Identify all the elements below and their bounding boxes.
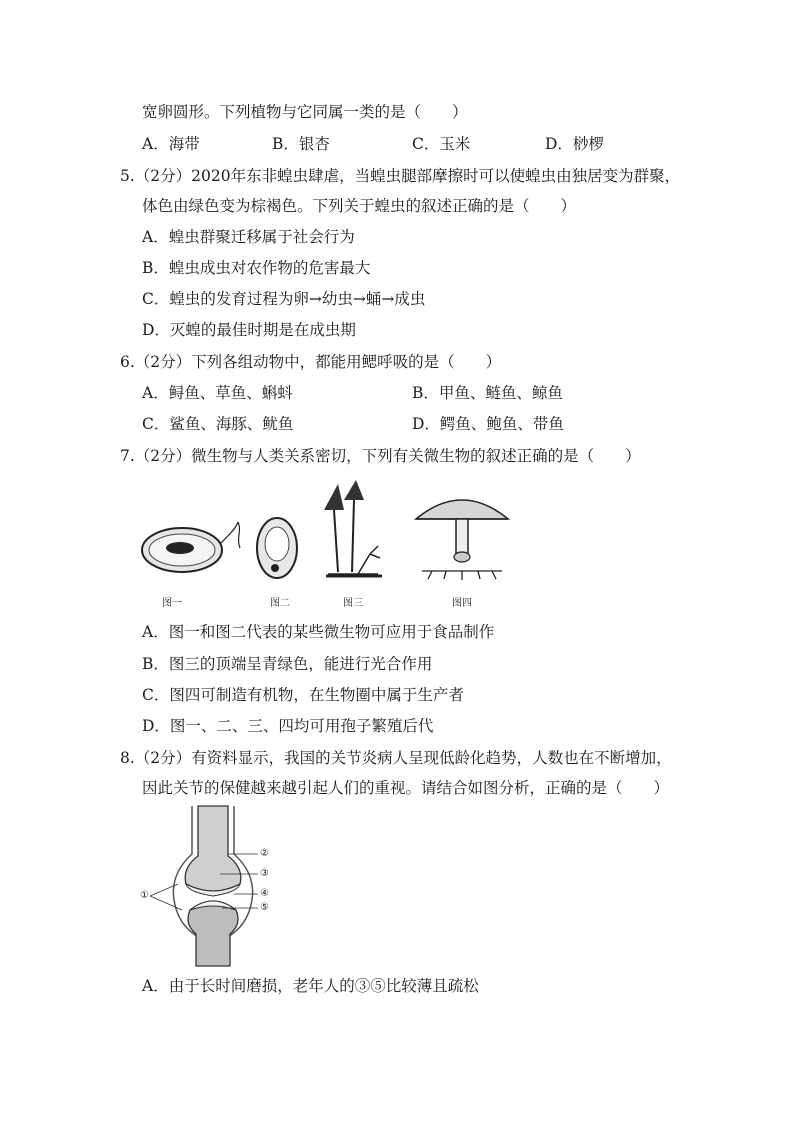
q4-option-b: B．银杏 [272, 135, 330, 153]
q7-option-b: B．图三的顶端呈青绿色，能进行光合作用 [142, 655, 433, 673]
q6-option-b: B．甲鱼、鲢鱼、鲸鱼 [412, 384, 563, 402]
q4-option-c: C．玉米 [412, 135, 471, 153]
figure-label-4: 图四 [452, 598, 472, 609]
joint-diagram [160, 806, 280, 966]
q8-stem-line2: 因此关节的保健越来越引起人们的重视。请结合如图分析，正确的是（ ） [142, 779, 670, 797]
q8-stem-line1: 8.（2分）有资料显示，我国的关节炎病人呈现低龄化趋势，人数也在不断增加， [120, 749, 672, 767]
q7-stem: 7.（2分）微生物与人类关系密切，下列有关微生物的叙述正确的是（ ） [120, 447, 641, 465]
q6-stem: 6.（2分）下列各组动物中，都能用鳃呼吸的是（ ） [120, 353, 502, 371]
penicillium-figure [318, 480, 388, 580]
q7-option-c: C．图四可制造有机物，在生物圈中属于生产者 [142, 686, 464, 704]
q7-option-d: D．图一、二、三、四均可用孢子繁殖后代 [142, 717, 434, 735]
joint-label-2: ② [260, 848, 269, 859]
joint-label-1: ① [140, 890, 149, 901]
q5-option-c: C．蝗虫的发育过程为卵→幼虫→蛹→成虫 [142, 290, 426, 308]
mushroom-figure [412, 487, 512, 582]
q6-option-c: C．鲨鱼、海豚、鱿鱼 [142, 415, 294, 433]
joint-label-4: ④ [260, 888, 269, 899]
joint-label-5: ⑤ [260, 902, 269, 913]
q4-stem-tail: 宽卵圆形。下列植物与它同属一类的是（ ） [142, 103, 468, 121]
figure-label-3: 图三 [343, 598, 363, 609]
figure-label-1: 图一 [162, 598, 182, 609]
joint-label-3: ③ [260, 868, 269, 879]
q5-option-d: D．灭蝗的最佳时期是在成虫期 [142, 321, 356, 339]
bacterium-figure [140, 520, 250, 580]
figure-label-2: 图二 [270, 598, 290, 609]
q6-option-d: D．鳄鱼、鲍鱼、带鱼 [412, 415, 564, 433]
q6-option-a: A．鲟鱼、草鱼、蝌蚪 [142, 384, 293, 402]
q7-option-a: A．图一和图二代表的某些微生物可应用于食品制作 [142, 623, 495, 641]
q5-option-b: B．蝗虫成虫对农作物的危害最大 [142, 259, 371, 277]
q5-stem-line2: 体色由绿色变为棕褐色。下列关于蝗虫的叙述正确的是（ ） [142, 197, 577, 215]
yeast-figure [255, 512, 305, 582]
q4-option-a: A．海带 [142, 135, 200, 153]
q8-option-a: A．由于长时间磨损，老年人的③⑤比较薄且疏松 [142, 977, 479, 995]
q5-stem-line1: 5.（2分）2020年东非蝗虫肆虐，当蝗虫腿部摩擦时可以使蝗虫由独居变为群聚， [120, 167, 681, 185]
q4-option-d: D．桫椤 [545, 135, 604, 153]
q5-option-a: A．蝗虫群聚迁移属于社会行为 [142, 228, 355, 246]
